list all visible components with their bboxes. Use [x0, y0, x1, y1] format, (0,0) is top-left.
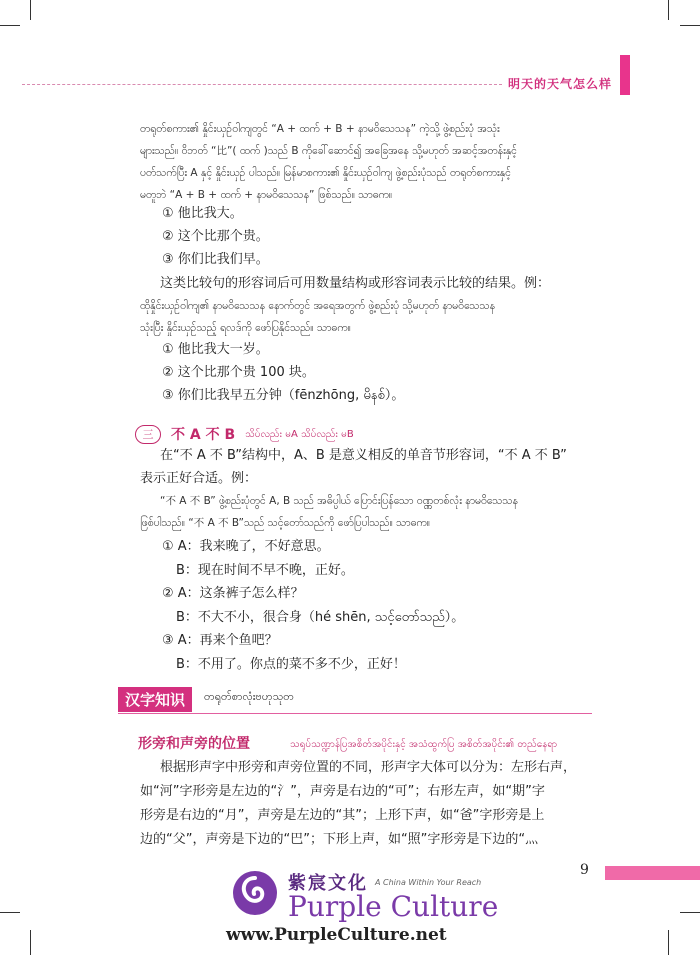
example-item: ② 这个比那个贵。 — [162, 229, 269, 244]
text-line: ပတ်သက်ပြီး A နှင့် နှိုင်းယှဉ် ပါသည်။ မြန်မာစကား၏ နှိုင်းယှဉ်ဝါကျ ဖွဲ့စည်းပုံသည် တရုတ်စကားနှင့် — [140, 167, 511, 179]
text-line: 表示正好合适。例： — [140, 471, 258, 486]
dialogue-line: ② A：这条裤子怎么样？ — [162, 586, 304, 601]
example-item: ③ 你们比我早五分钟（fēnzhōng, မိနစ်）。 — [162, 388, 405, 403]
text-line: သုံးပြီး နှိုင်းယှဉ်သည့် ရလဒ်ကို ဖော်ပြနိုင်သည်။ သာဓက။ — [140, 322, 351, 334]
section-title: 不 A 不 B — [171, 427, 236, 443]
text-line: 边的“父”，声旁是下边的“巴”；下形上声，如“照”字形旁是下边的“灬 — [140, 832, 539, 847]
example-item: ① 他比我大。 — [162, 206, 243, 221]
dialogue-line: B：不用了。你点的菜不多不少，正好！ — [176, 656, 406, 672]
chapter-title: 明天的天气怎么样 — [508, 77, 613, 91]
dialogue-line: B：不大不小，很合身（hé shēn, သင့်တော်သည်）。 — [176, 609, 465, 625]
dialogue-line: B：现在时间不早不晚，正好。 — [176, 562, 354, 578]
text-line: များသည်။ ဝိဘတ် “比”( ထက် )သည် B ကိုခေါ်ဆောင်၍ အခြေအနေ သို့မဟုတ် အဆင့်အတန်းနှင့် — [140, 145, 518, 157]
example-item: ② 这个比那个贵 100 块。 — [162, 365, 315, 380]
example-list-2 — [162, 338, 404, 407]
text-line: 形旁是右边的“月”，声旁是左边的“其”；上形下声，如“爸”字形旁是上 — [140, 808, 545, 823]
dialogue-line: ① A：我来晚了，不好意思。 — [162, 539, 330, 554]
crop-mark — [668, 930, 669, 955]
text-line: 这类比较句的形容词后可用数量结构或形容词表示比较的结果。例： — [160, 276, 551, 291]
crop-mark — [30, 0, 31, 20]
hanzi-knowledge-tag: 汉字知识 — [118, 687, 192, 712]
crop-mark — [0, 912, 20, 913]
example-item: ③ 你们比我们早。 — [162, 252, 269, 267]
text-line: 如“河”字形旁是左边的“氵”，声旁是右边的“可”；右形左声，如“期”字 — [140, 784, 545, 799]
text-line: မတူဘဲ “A + B + ထက် + နာမဝိသေသန” ဖြစ်သည်။ သာဓက။ — [140, 189, 393, 201]
logo-tagline: A China Within Your Reach — [375, 878, 482, 887]
logo-english-name: Purple Culture — [288, 890, 499, 923]
hanzi-heading: 形旁和声旁的位置 — [138, 736, 250, 752]
text-line: 根据形声字中形旁和声旁位置的不同，形声字大体可以分为：左形右声， — [160, 760, 577, 775]
hanzi-knowledge-bar — [118, 685, 592, 714]
text-line: “不 A 不 B” ဖွဲ့စည်းပုံတွင် A, B သည် အဓိပ္ပါယ် ပြောင်းပြန်သော ဝဏ္ဏတစ်လုံး နာမဝိသေသန — [160, 495, 518, 507]
crop-mark — [680, 912, 700, 913]
hanzi-knowledge-subtitle: တရုတ်စာလုံးဗဟုသုတ — [204, 690, 294, 703]
logo-chinese-name: 紫宸文化 — [288, 873, 368, 894]
text-line: တရုတ်စကား၏ နှိုင်းယှဉ်ဝါကျတွင် “A + ထက် + B + နာမဝိသေသန” ကဲ့သို့ ဖွဲ့စည်းပုံ အသုံး — [140, 123, 500, 135]
purple-culture-logo-icon — [230, 868, 280, 918]
crop-mark — [668, 0, 669, 20]
logo-url: www.PurpleCulture.net — [226, 925, 447, 945]
hanzi-paragraph — [140, 756, 620, 852]
grammar-paragraph-1 — [140, 118, 600, 206]
grammar-paragraph-2 — [140, 272, 600, 339]
header-accent-bar — [620, 55, 630, 95]
text-line: 在“不 A 不 B”结构中，A、B 是意义相反的单音节形容词，“不 A 不 B” — [160, 448, 567, 463]
example-list-1 — [162, 202, 269, 271]
crop-mark — [30, 930, 31, 955]
page-number: 9 — [580, 862, 589, 878]
page-accent-bar — [605, 866, 700, 880]
crop-mark — [680, 25, 700, 26]
hanzi-heading-subtitle: သရုပ်သဏ္ဍာန်ပြအစိတ်အပိုင်းနှင့် အသံထွက်ပြ အစိတ်အပိုင်း၏ တည်နေရာ — [290, 739, 558, 750]
grammar-paragraph-3 — [140, 444, 610, 534]
text-line: ဖြစ်ပါသည်။ “不 A 不 B”သည် သင့်တော်သည်ကို ဖော်ပြပါသည်။ သာဓက။ — [140, 517, 430, 529]
section-heading — [135, 424, 354, 444]
header-divider — [22, 84, 502, 85]
text-line: ထိုနှိုင်းယှဉ်ဝါကျ၏ နာမဝိသေသန နောက်တွင် အရေအတွက် ဖွဲ့စည်းပုံ သို့မဟုတ် နာမဝိသေသန — [140, 300, 496, 312]
dialogue-line: ③ A：再来个鱼吧？ — [162, 633, 278, 648]
example-item: ① 他比我大一岁。 — [162, 342, 269, 357]
crop-mark — [0, 25, 20, 26]
section-subtitle: သိပ်လည်း မA သိပ်လည်း မB — [245, 428, 354, 440]
section-number: 三 — [135, 425, 161, 444]
dialogue-list — [162, 535, 464, 676]
